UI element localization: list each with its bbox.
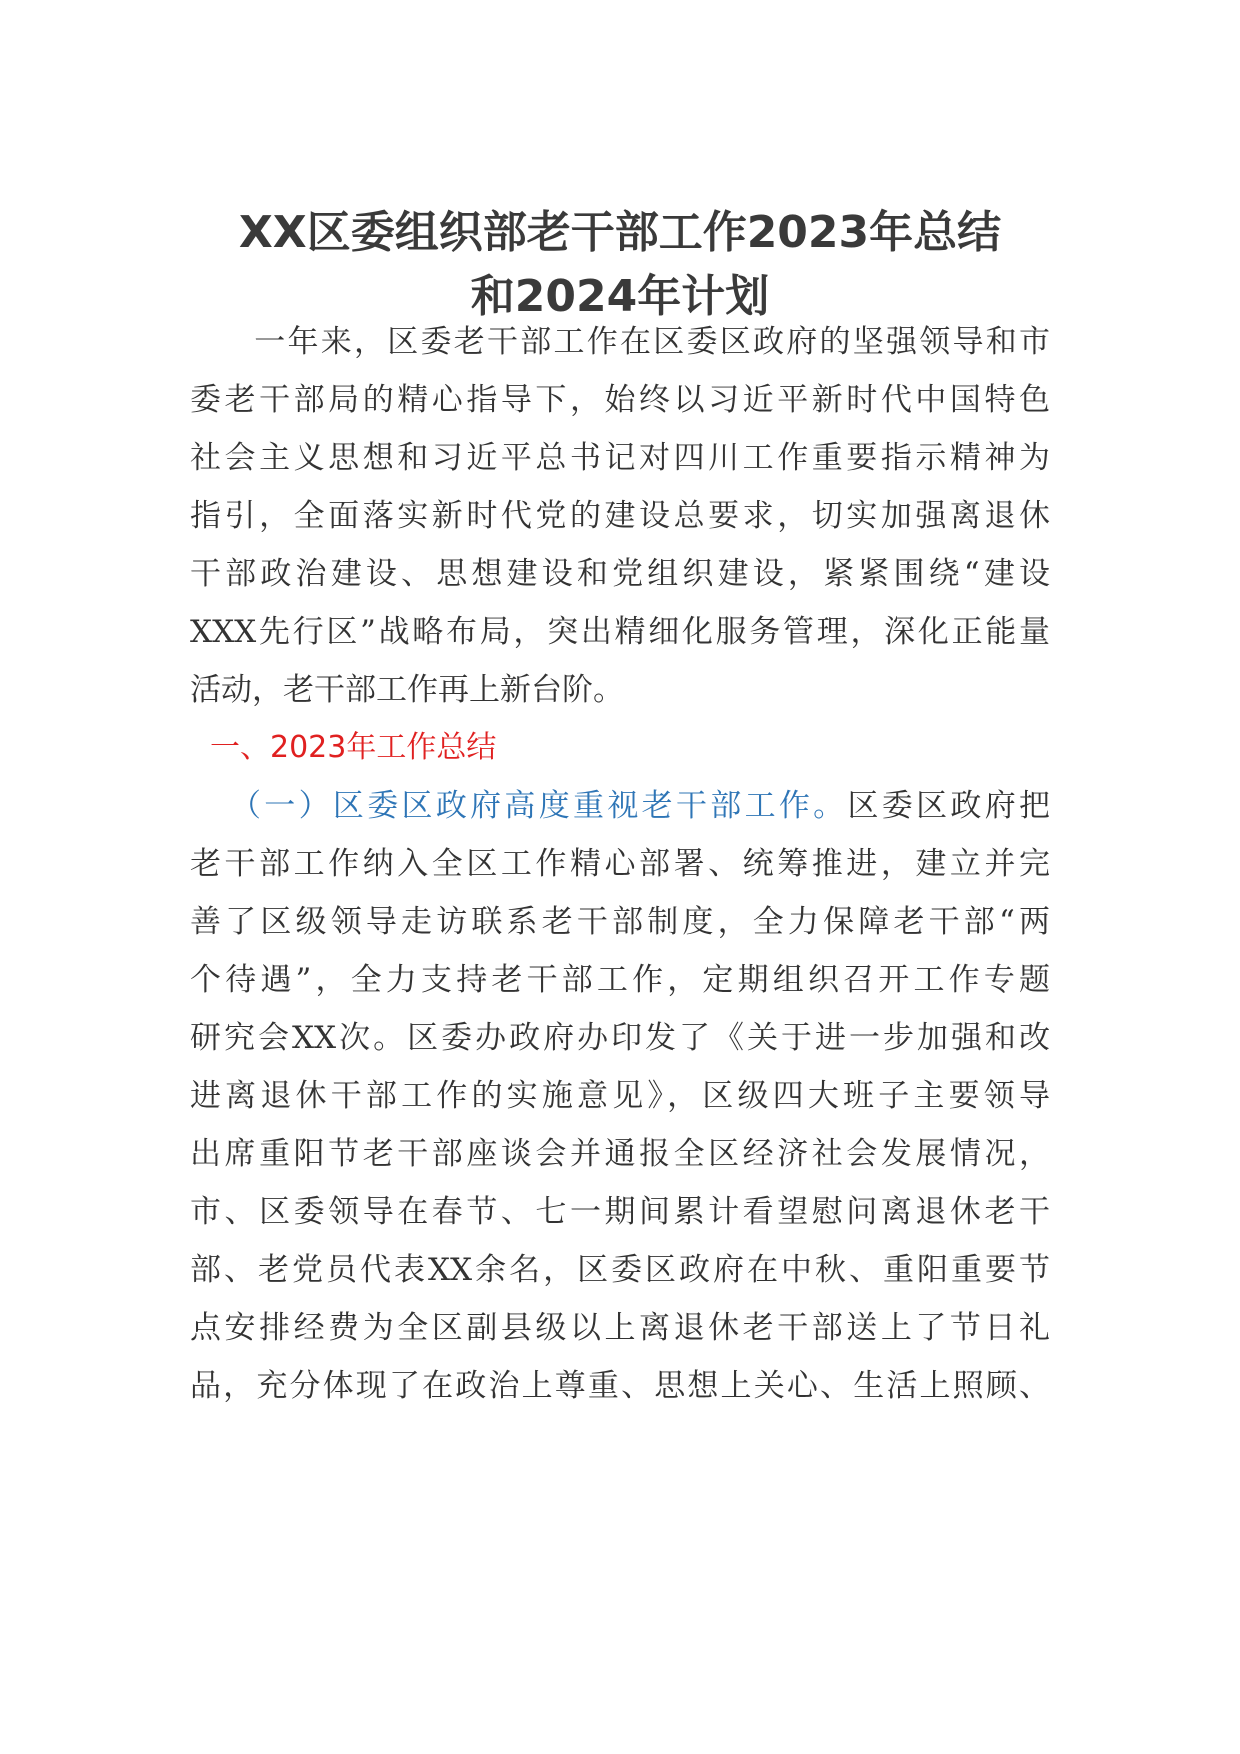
subsection-1-line-11: 品，充分体现了在政治上尊重、思想上关心、生活上照顾、 [190,1368,1050,1404]
document-title-line-2: 和2024年计划 [470,271,770,322]
section-1-heading: 一、2023年工作总结 [210,730,497,765]
subsection-1-first-rest: 区委区政府把 [847,788,1051,824]
subsection-1-title: （一）区委区政府高度重视老干部工作。 [230,788,848,824]
intro-line-7: 活动，老干部工作再上新台阶。 [190,672,624,708]
subsection-1-line-2: 老干部工作纳入全区工作精心部署、统筹推进，建立并完 [190,846,1050,882]
subsection-1-line-10: 点安排经费为全区副县级以上离退休老干部送上了节日礼 [190,1310,1050,1346]
document-title-line-1: XX区委组织部老干部工作2023年总结 [238,207,1002,258]
subsection-1-line-7: 出席重阳节老干部座谈会并通报全区经济社会发展情况， [190,1136,1050,1172]
subsection-1-first-line [230,786,1050,826]
intro-line-1: 一年来，区委老干部工作在区委区政府的坚强领导和市 [252,324,1050,360]
intro-line-3: 社会主义思想和习近平总书记对四川工作重要指示精神为 [190,440,1050,476]
subsection-1-line-5: 研究会XX次。区委办政府办印发了《关于进一步加强和改 [190,1020,1050,1056]
subsection-1-line-9: 部、老党员代表XX余名，区委区政府在中秋、重阳重要节 [190,1252,1050,1288]
intro-line-4: 指引，全面落实新时代党的建设总要求，切实加强离退休 [190,498,1050,534]
subsection-1-line-8: 市、区委领导在春节、七一期间累计看望慰问离退休老干 [190,1194,1050,1230]
subsection-1-line-3: 善了区级领导走访联系老干部制度，全力保障老干部“两 [190,904,1050,940]
intro-line-5: 干部政治建设、思想建设和党组织建设，紧紧围绕“建设 [190,556,1050,592]
subsection-1-line-4: 个待遇”，全力支持老干部工作，定期组织召开工作专题 [190,962,1050,998]
intro-line-6: XXX先行区”战略布局，突出精细化服务管理，深化正能量 [190,614,1050,650]
intro-line-2: 委老干部局的精心指导下，始终以习近平新时代中国特色 [190,382,1050,418]
subsection-1-line-6: 进离退休干部工作的实施意见》，区级四大班子主要领导 [190,1078,1050,1114]
